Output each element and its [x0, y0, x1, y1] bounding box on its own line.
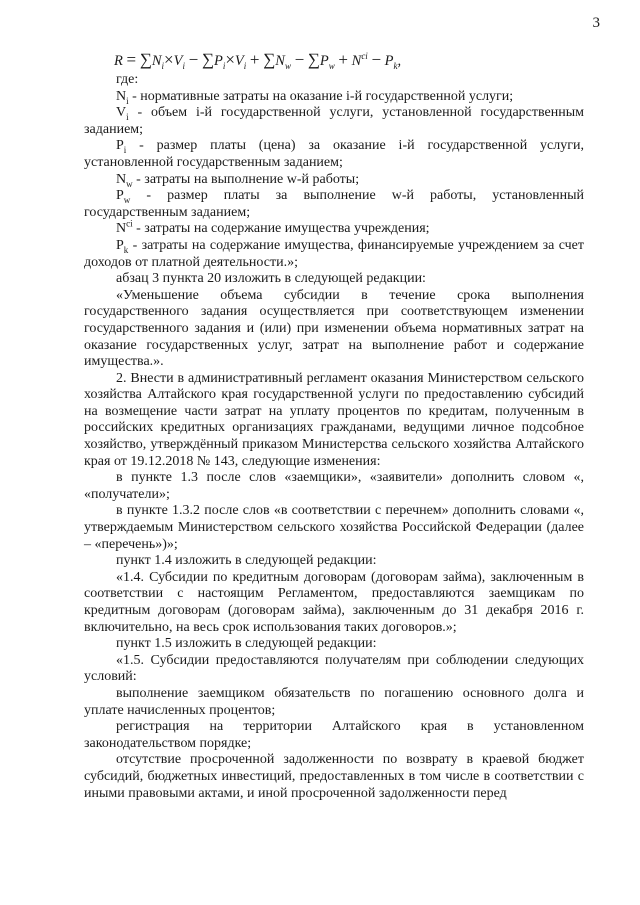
paragraph: «1.4. Субсидии по кредитным договорам (договорам займа), заключенным в соответствии с настоящим Регламентом, предоставляются заемщикам по кредитным договорам (договорам займа), заключенным до 31 декабря 2016 г. включительно, на весь срок использования таких договоров.»;: [84, 569, 584, 635]
definition-p-k: $P_k$ - затраты на содержание имущества, финансируемые учреждением за счет доходов от платной деятельности.»;: [84, 237, 584, 270]
document-body: [84, 50, 584, 802]
paragraph: пункт 1.5 изложить в следующей редакции:: [116, 636, 377, 652]
paragraph: пункт 1.4 изложить в следующей редакции:: [116, 553, 377, 569]
paragraph: регистрация на территории Алтайского края в установленном законодательством порядке;: [84, 719, 584, 751]
paragraph: где:: [116, 72, 139, 87]
paragraph: «1.5. Субсидии предоставляются получателям при соблюдении следующих условий:: [84, 652, 584, 685]
definition-v-i: $V_i$ - объем i-й государственной услуги, установленной государственным заданием;: [84, 105, 584, 137]
definition-p-i: $P_i$ - размер платы (цена) за оказание i-й государственной услуги, установленной государственным заданием;: [84, 138, 584, 170]
paragraph: отсутствие просроченной задолженности по возврату в краевой бюджет субсидий, бюджетных инвестиций, предоставленных в том числе в соответствии с иными правовыми актами, и иной просроченной задолженности перед: [84, 752, 584, 801]
paragraph: в пункте 1.3 после слов «заемщики», «заявители» дополнить словом «, «получатели»;: [84, 470, 584, 502]
definition-n-i: $N_i$ - нормативные затраты на оказание i-й государственной услуги;: [116, 88, 514, 106]
paragraph: выполнение заемщиком обязательств по погашению основного долга и уплате начисленных процентов;: [84, 685, 584, 718]
paragraph: абзац 3 пункта 20 изложить в следующей редакции:: [116, 271, 426, 287]
page-number: 3: [592, 15, 600, 31]
formula: $R = \sum N_i\times V_i - \sum P_i\times V_i + \sum N_w - \sum P_w + N^{ci} - P_k$,: [114, 50, 402, 71]
definition-n-ci: $N^{ci}$ - затраты на содержание имущества учреждения;: [116, 218, 430, 237]
paragraph: «Уменьшение объема субсидии в течение срока выполнения государственного задания осуществляется при соответствующем изменении государственного задания и (или) при изменении объема нормативных затрат на оказание государственных услуг, затрат на выполнение работ и содержание имущества.».: [84, 287, 584, 370]
paragraph: в пункте 1.3.2 после слов «в соответствии с перечнем» дополнить словами «, утверждаемым Министерством сельского хозяйства Российской Федерации (далее – «перечень»)»;: [84, 503, 584, 552]
paragraph: 2. Внести в административный регламент оказания Министерством сельского хозяйства Алтайского края государственной услуги по предоставлению субсидий на возмещение части затрат на уплату процентов по кредитам, полученным в российских кредитных организациях гражданами, ведущими личное подсобное хозяйство, утверждённый приказом Министерства сельского хозяйства Алтайского края от 19.12.2018 № 143, следующие изменения:: [84, 370, 584, 469]
definition-n-w: $N_w$ - затраты на выполнение w-й работы;: [116, 171, 360, 189]
definition-p-w: $P_w$ - размер платы за выполнение w-й работы, установленный государственным заданием;: [84, 188, 584, 220]
